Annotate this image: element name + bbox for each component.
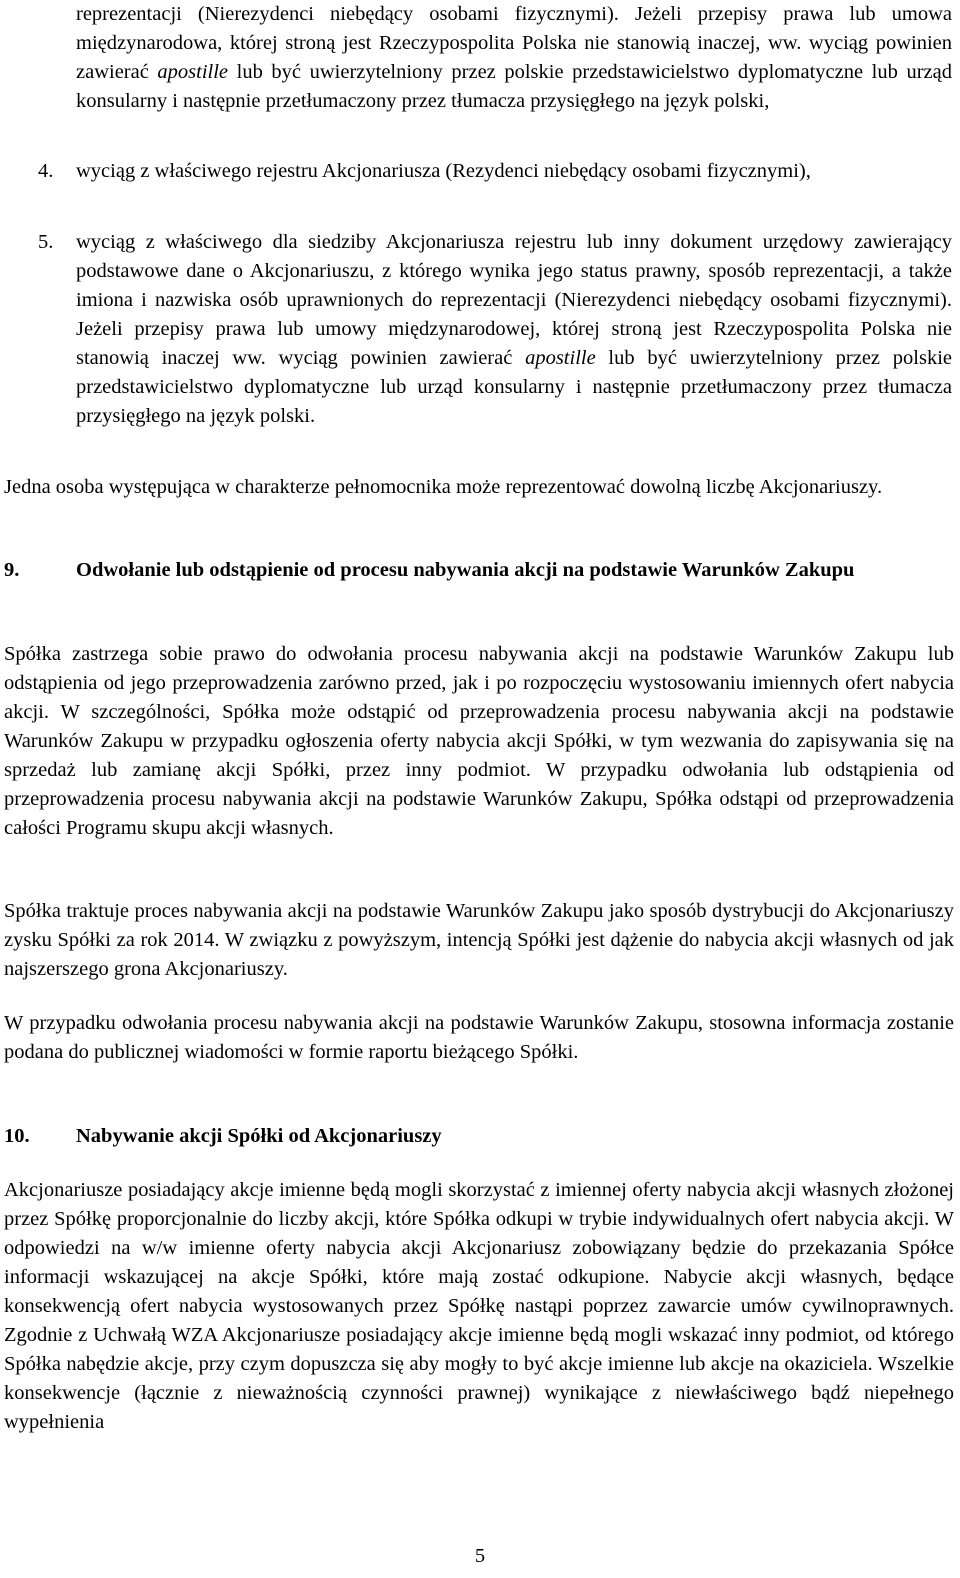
proxy-paragraph: Jedna osoba występująca w charakterze pełnomocnika może reprezentować dowolną liczbę Akcjonariuszy. [4,476,883,498]
section-9-paragraph-2: Spółka traktuje proces nabywania akcji na podstawie Warunków Zakupu jako sposób dystrybucji do Akcjonariuszy zysku Spółki za rok 2014. W związku z powyższym, intencją Spółki jest dążenie do nabycia akcji własnych od jak najszerszego grona Akcjonariuszy. [4,900,954,980]
text-run: lub być uwierzytelniony przez polskie przedstawicielstwo dyplomatyczne lub urząd konsularny i następnie przetłumaczony przez tłumacza przysięgłego na język polski, [76,61,952,112]
section-title: Nabywanie akcji Spółki od Akcjonariuszy [76,1125,442,1147]
section-10-heading [0,1122,952,1151]
list-item-text [76,228,952,431]
list-item-4 [0,157,952,186]
list-number: 5. [38,231,54,253]
list-item-5 [0,228,952,431]
section-9-heading [0,556,952,585]
italic-term: apostille [157,61,229,83]
list-number: 4. [38,160,54,182]
list-item-text: wyciąg z właściwego rejestru Akcjonariusza (Rezydenci niebędący osobami fizycznymi), [76,160,811,182]
continuation-paragraph [76,0,952,116]
text-run: lub być uwierzytelniony przez polskie przedstawicielstwo dyplomatyczne lub urząd konsularny i następnie przetłumaczony przez tłumacza przysięgłego na język polski. [76,347,952,427]
italic-term: apostille [525,347,596,369]
section-9-paragraph-1: Spółka zastrzega sobie prawo do odwołania procesu nabywania akcji na podstawie Warunków Zakupu lub odstąpienia od jego przeprowadzenia zarówno przed, jak i po rozpoczęciu wystosowaniu imiennych ofert nabycia akcji. W szczególności, Spółka może odstąpić od przeprowadzenia procesu nabywania akcji na podstawie Warunków Zakupu w przypadku ogłoszenia oferty nabycia akcji Spółki, w tym wezwania do zapisywania się na sprzedaż lub zamianę akcji Spółki, przez inny podmiot. W przypadku odwołania lub odstąpienia od przeprowadzenia procesu nabywania akcji na podstawie Warunków Zakupu, Spółka odstąpi od przeprowadzenia całości Programu skupu akcji własnych. [4,643,954,839]
section-title: Odwołanie lub odstąpienie od procesu nabywania akcji na podstawie Warunków Zakupu [76,559,855,581]
section-9-paragraph-3: W przypadku odwołania procesu nabywania akcji na podstawie Warunków Zakupu, stosowna informacja zostanie podana do publicznej wiadomości w formie raportu bieżącego Spółki. [4,1012,954,1063]
section-number: 10. [4,1125,30,1147]
page-number: 5 [474,1545,486,1567]
list-item-continuation [0,0,952,116]
section-10-paragraph: Akcjonariusze posiadający akcje imienne będą mogli skorzystać z imiennej oferty nabycia akcji własnych złożonej przez Spółkę proporcjonalnie do liczby akcji, które Spółka odkupi w trybie indywidualnych ofert nabycia akcji. W odpowiedzi na w/w imienne oferty nabycia akcji Akcjonariusz zobowiązany będzie do przekazania Spółce informacji wskazującej na akcje Spółki, które mają zostać odkupione. Nabycie akcji własnych, będące konsekwencją ofert nabycia wystosowanych przez Spółkę nastąpi poprzez zawarcie umów cywilnoprawnych. Zgodnie z Uchwałą WZA Akcjonariusze posiadający akcje imienne będą mogli wskazać inny podmiot, od którego Spółka nabędzie akcje, przy czym dopuszcza się aby mogły to być akcje imienne lub akcje na okaziciela. Wszelkie konsekwencje (łącznie z nieważnością czynności prawnej) wynikające z niewłaściwego bądź niepełnego wypełnienia [4,1179,954,1433]
text-run: reprezentacji (Nierezydenci niebędący osobami fizycznymi). Jeżeli przepisy prawa lub umowa międzynarodowa, której stroną jest Rzeczypospolita Polska nie stanowią inaczej, ww. wyciąg powinien zawierać [76,3,952,83]
section-number: 9. [4,559,20,581]
text-run: wyciąg z właściwego dla siedziby Akcjonariusza rejestru lub inny dokument urzędowy zawierający podstawowe dane o Akcjonariuszu, z którego wynika jego status prawny, sposób reprezentacji, a także imiona i nazwiska osób uprawnionych do reprezentacji (Nierezydenci niebędący osobami fizycznymi). Jeżeli przepisy prawa lub umowy międzynarodowej, której stroną jest Rzeczypospolita Polska nie stanowią inaczej ww. wyciąg powinien zawierać [76,231,952,369]
